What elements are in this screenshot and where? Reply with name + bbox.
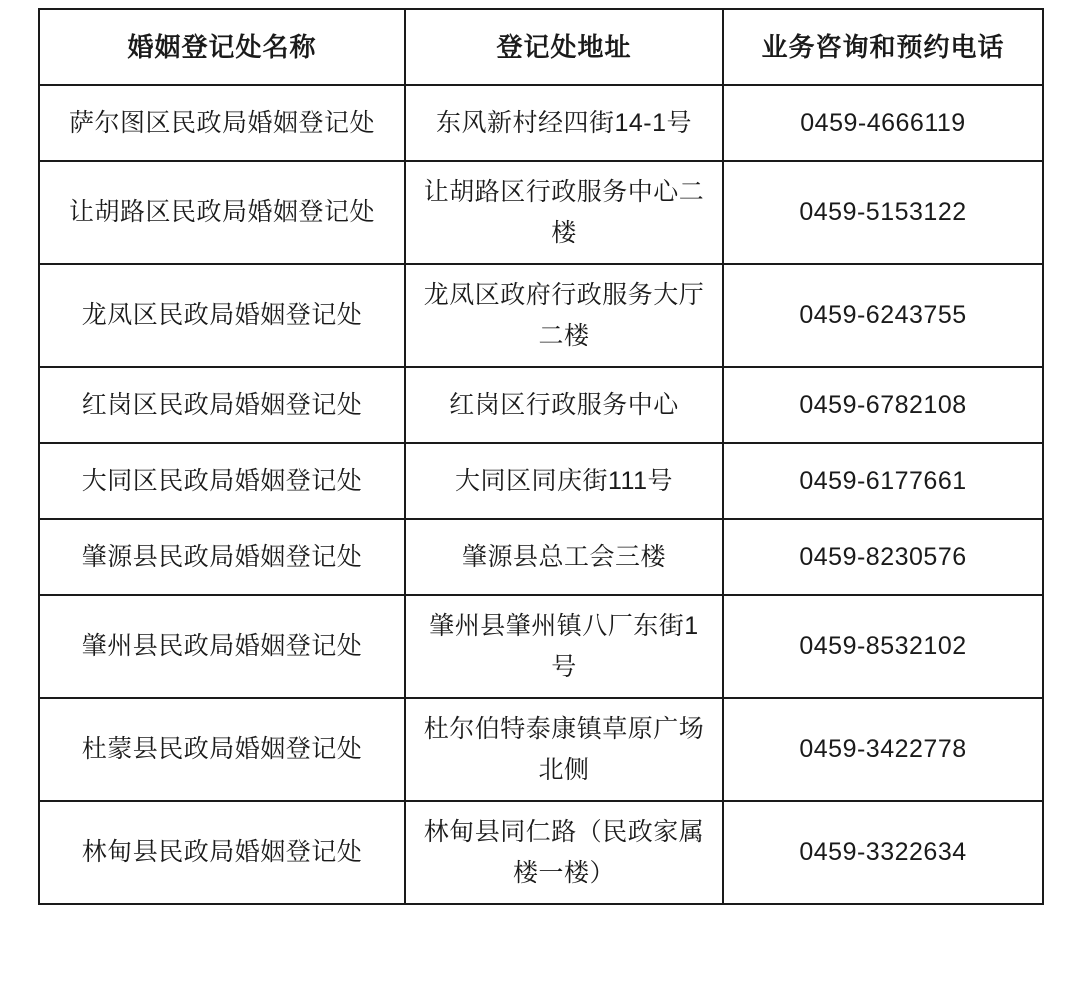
cell-office-name: 肇源县民政局婚姻登记处 — [39, 519, 405, 595]
table-body — [39, 85, 1043, 904]
cell-address: 肇州县肇州镇八厂东街1号 — [405, 595, 723, 698]
cell-address: 龙凤区政府行政服务大厅二楼 — [405, 264, 723, 367]
table-row — [39, 801, 1043, 904]
column-header-address: 登记处地址 — [405, 9, 723, 85]
cell-phone: 0459-6782108 — [723, 367, 1043, 443]
cell-office-name: 红岗区民政局婚姻登记处 — [39, 367, 405, 443]
cell-phone: 0459-8532102 — [723, 595, 1043, 698]
cell-address: 红岗区行政服务中心 — [405, 367, 723, 443]
table-row — [39, 85, 1043, 161]
cell-office-name: 龙凤区民政局婚姻登记处 — [39, 264, 405, 367]
cell-address: 肇源县总工会三楼 — [405, 519, 723, 595]
cell-phone: 0459-8230576 — [723, 519, 1043, 595]
cell-phone: 0459-3422778 — [723, 698, 1043, 801]
table-header — [39, 9, 1043, 85]
marriage-registry-table — [38, 8, 1044, 905]
cell-phone: 0459-3322634 — [723, 801, 1043, 904]
cell-office-name: 让胡路区民政局婚姻登记处 — [39, 161, 405, 264]
table-row — [39, 161, 1043, 264]
cell-office-name: 肇州县民政局婚姻登记处 — [39, 595, 405, 698]
table-row — [39, 698, 1043, 801]
cell-phone: 0459-6177661 — [723, 443, 1043, 519]
cell-address: 林甸县同仁路（民政家属楼一楼） — [405, 801, 723, 904]
table-row — [39, 443, 1043, 519]
cell-phone: 0459-6243755 — [723, 264, 1043, 367]
cell-address: 东风新村经四街14-1号 — [405, 85, 723, 161]
cell-office-name: 杜蒙县民政局婚姻登记处 — [39, 698, 405, 801]
cell-office-name: 大同区民政局婚姻登记处 — [39, 443, 405, 519]
column-header-office-name: 婚姻登记处名称 — [39, 9, 405, 85]
cell-address: 大同区同庆街111号 — [405, 443, 723, 519]
table-row — [39, 367, 1043, 443]
table-row — [39, 519, 1043, 595]
cell-office-name: 萨尔图区民政局婚姻登记处 — [39, 85, 405, 161]
cell-address: 让胡路区行政服务中心二楼 — [405, 161, 723, 264]
table-row — [39, 264, 1043, 367]
cell-phone: 0459-4666119 — [723, 85, 1043, 161]
column-header-phone: 业务咨询和预约电话 — [723, 9, 1043, 85]
cell-phone: 0459-5153122 — [723, 161, 1043, 264]
table-row — [39, 595, 1043, 698]
cell-address: 杜尔伯特泰康镇草原广场北侧 — [405, 698, 723, 801]
table-header-row — [39, 9, 1043, 85]
cell-office-name: 林甸县民政局婚姻登记处 — [39, 801, 405, 904]
